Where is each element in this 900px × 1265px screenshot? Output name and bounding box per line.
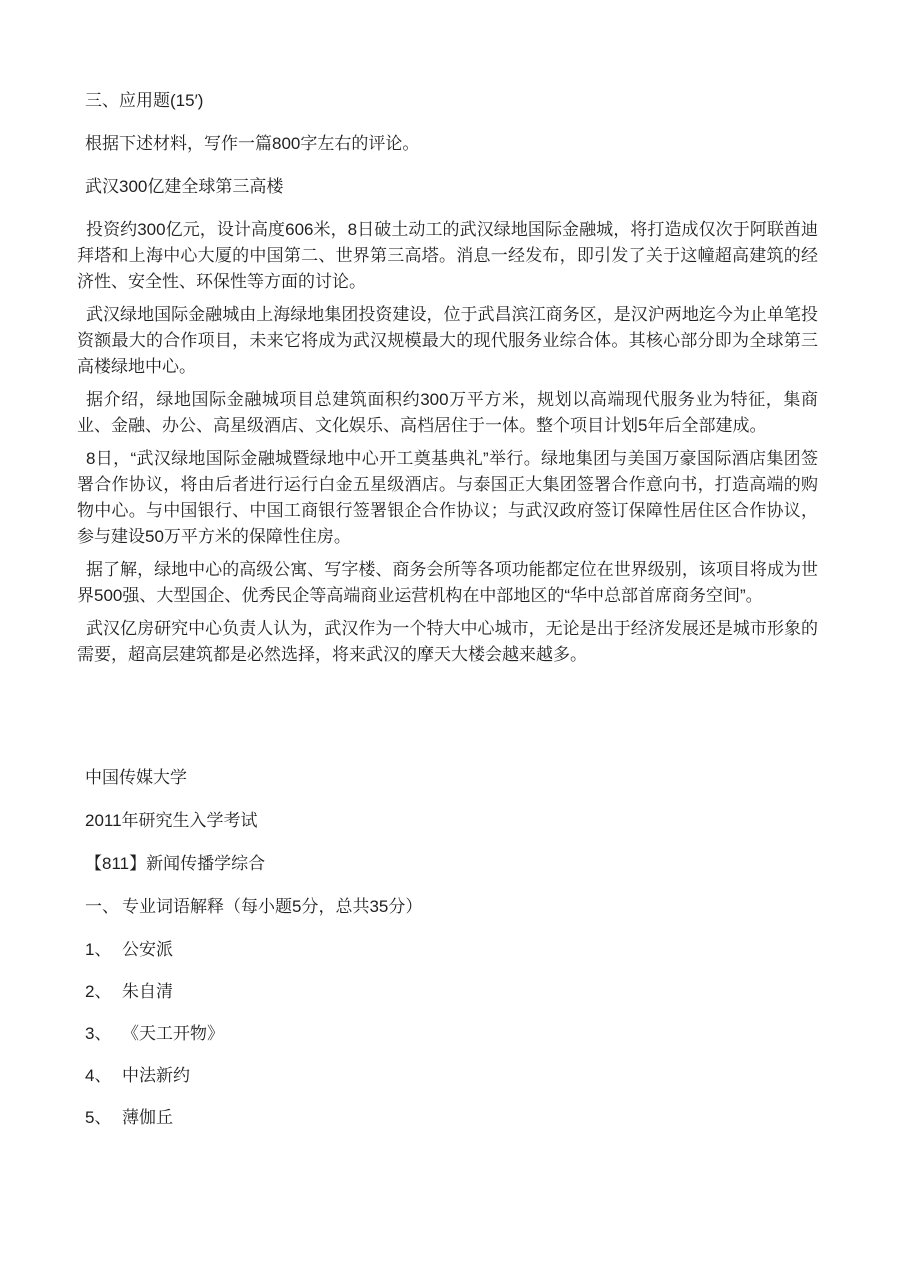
essay-instruction: 根据下述材料，写作一篇800字左右的评论。	[85, 134, 420, 153]
term-item-4-text: 中法新约	[122, 1066, 190, 1085]
term-item-3	[77, 1021, 818, 1047]
material-paragraph-2: 武汉绿地国际金融城由上海绿地集团投资建设，位于武昌滨江商务区，是汉沪两地迄今为止单笔投资额最大的合作项目，未来它将成为武汉规模最大的现代服务业综合体。其核心部分即为全球第三高楼绿地中心。	[77, 305, 818, 376]
exam-title: 2011年研究生入学考试	[85, 811, 258, 830]
material-title: 武汉300亿建全球第三高楼	[85, 177, 284, 196]
section-one-number: 一、	[85, 897, 119, 916]
section-three-heading: 三、应用题(15′)	[85, 91, 204, 110]
section-divider-space	[77, 675, 818, 765]
term-item-4-number: 4、	[85, 1066, 112, 1085]
subject-code-title: 【811】新闻传播学综合	[85, 854, 266, 873]
term-item-1	[77, 937, 818, 963]
material-paragraph-3: 据介绍，绿地国际金融城项目总建筑面积约300万平方米，规划以高端现代服务业为特征，集商业、金融、办公、高星级酒店、文化娱乐、高档居住于一体。整个项目计划5年后全部建成。	[77, 390, 818, 435]
term-item-1-text: 公安派	[122, 940, 173, 959]
material-paragraph-1: 投资约300亿元，设计高度606米，8日破土动工的武汉绿地国际金融城，将打造成仅次于阿联酋迪拜塔和上海中心大厦的中国第二、世界第三高塔。消息一经发布，即引发了关于这幢超高建筑的经济性、安全性、环保性等方面的讨论。	[77, 220, 818, 291]
university-name: 中国传媒大学	[85, 768, 187, 787]
term-item-3-number: 3、	[85, 1024, 112, 1043]
section-one-heading	[77, 894, 818, 920]
term-item-2-number: 2、	[85, 982, 112, 1001]
term-item-5-text: 薄伽丘	[122, 1108, 173, 1127]
term-item-5-number: 5、	[85, 1108, 112, 1127]
term-item-2	[77, 979, 818, 1005]
material-paragraph-6: 武汉亿房研究中心负责人认为，武汉作为一个特大中心城市，无论是出于经济发展还是城市形象的需要，超高层建筑都是必然选择，将来武汉的摩天大楼会越来越多。	[77, 619, 818, 664]
term-item-2-text: 朱自清	[122, 982, 173, 1001]
term-item-1-number: 1、	[85, 940, 112, 959]
term-item-5	[77, 1105, 818, 1131]
material-paragraph-5: 据了解，绿地中心的高级公寓、写字楼、商务会所等各项功能都定位在世界级别，该项目将成为世界500强、大型国企、优秀民企等高端商业运营机构在中部地区的“华中总部首席商务空间”。	[77, 560, 818, 605]
section-one-title: 专业词语解释（每小题5分，总共35分）	[122, 897, 423, 916]
term-item-4	[77, 1063, 818, 1089]
material-paragraph-4: 8日，“武汉绿地国际金融城暨绿地中心开工奠基典礼”举行。绿地集团与美国万豪国际酒店集团签署合作协议，将由后者进行运行白金五星级酒店。与泰国正大集团签署合作意向书，打造高端的购物中心。与中国银行、中国工商银行签署银企合作协议；与武汉政府签订保障性居住区合作协议，参与建设50万平方米的保障性住房。	[77, 449, 818, 546]
term-item-3-text: 《天工开物》	[122, 1024, 224, 1043]
